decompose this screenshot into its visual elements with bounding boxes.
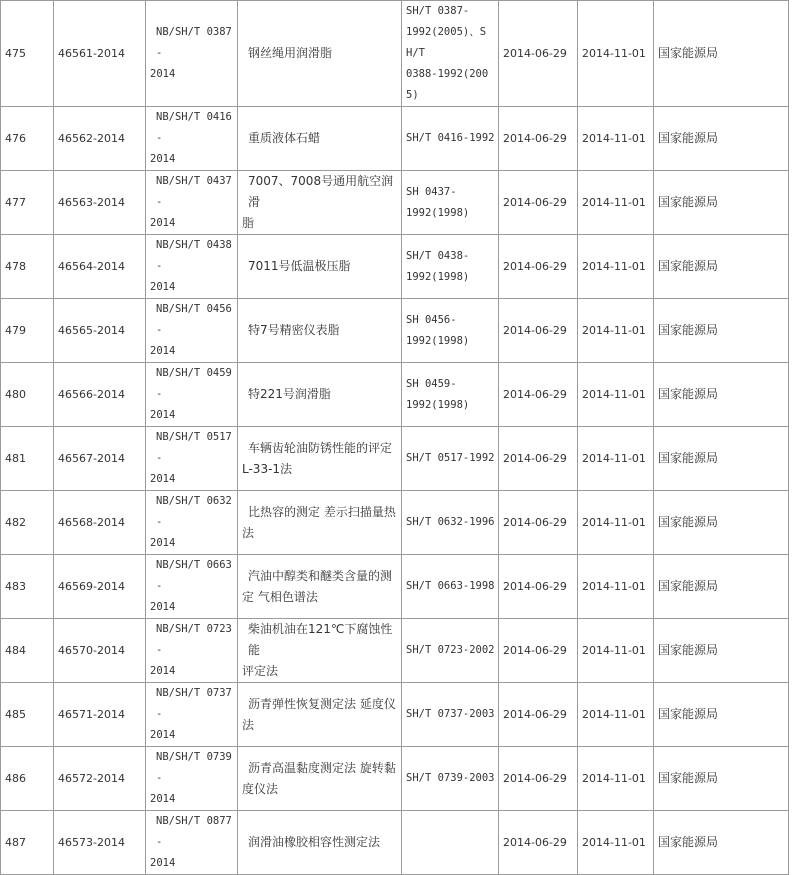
standard-number-line: 2014 [150,665,176,677]
replaced-standard-line: 1992(1998) [406,206,470,219]
issue-date: 2014-06-29 [499,171,578,235]
row-number: 484 [1,619,54,683]
standard-number-line: NB/SH/T 0456- [156,303,232,336]
issue-date: 2014-06-29 [499,555,578,619]
issuing-authority: 国家能源局 [654,747,789,811]
standard-name-line: 重质液体石蜡 [248,131,321,145]
replaced-standard-line: 0388-1992(2005) [406,68,489,101]
row-number: 475 [1,1,54,107]
standard-number-line: NB/SH/T 0877- [156,815,232,848]
record-code: 46564-2014 [54,235,146,299]
standards-table-body [1,1,789,875]
standard-number [146,427,238,491]
standard-number-line: NB/SH/T 0632- [156,495,232,528]
replaced-standard-line: SH/T 0517-1992 [406,452,495,464]
table-row [1,235,789,299]
effective-date: 2014-11-01 [578,1,654,107]
record-code: 46563-2014 [54,171,146,235]
effective-date: 2014-11-01 [578,811,654,875]
issuing-authority: 国家能源局 [654,363,789,427]
table-row [1,811,789,875]
issue-date: 2014-06-29 [499,619,578,683]
issuing-authority: 国家能源局 [654,427,789,491]
standard-name-line: 沥青弹性恢复测定法 延度仪 [248,696,396,711]
row-number: 486 [1,747,54,811]
issuing-authority: 国家能源局 [654,619,789,683]
standard-name-line: 润滑油橡胶相容性测定法 [248,835,381,849]
replaced-standard-line: 1992(1998) [406,270,470,283]
replaced-standard-line: SH/T 0739-2003 [406,772,495,784]
standard-name [238,107,402,171]
row-number: 479 [1,299,54,363]
replaced-standard [402,171,499,235]
standard-number-line: 2014 [150,729,176,741]
table-row [1,107,789,171]
row-number: 476 [1,107,54,171]
replaced-standard-line: SH/T 0438- [406,249,470,262]
row-number: 487 [1,811,54,875]
standard-name [238,747,402,811]
row-number: 480 [1,363,54,427]
standard-name-line: 汽油中醇类和醚类含量的测 [248,568,393,583]
standard-number-line: 2014 [150,153,176,165]
record-code: 46570-2014 [54,619,146,683]
standard-number-line: 2014 [150,601,176,613]
standard-number [146,811,238,875]
standard-number-line: 2014 [150,793,176,805]
issuing-authority: 国家能源局 [654,491,789,555]
replaced-standard [402,683,499,747]
row-number: 482 [1,491,54,555]
standard-number-line: NB/SH/T 0723- [156,623,232,656]
standard-name [238,363,402,427]
table-row [1,363,789,427]
standard-number-line: NB/SH/T 0416- [156,111,232,144]
issue-date: 2014-06-29 [499,427,578,491]
standard-name [238,683,402,747]
row-number: 481 [1,427,54,491]
issue-date: 2014-06-29 [499,811,578,875]
replaced-standard [402,747,499,811]
issuing-authority: 国家能源局 [654,683,789,747]
standard-name-line: 钢丝绳用润滑脂 [248,46,333,60]
record-code: 46567-2014 [54,427,146,491]
standard-number [146,363,238,427]
replaced-standard-line: SH/T 0737-2003 [406,708,495,720]
replaced-standard [402,299,499,363]
replaced-standard [402,427,499,491]
replaced-standard [402,1,499,107]
table-row [1,299,789,363]
record-code: 46569-2014 [54,555,146,619]
issue-date: 2014-06-29 [499,683,578,747]
standard-name-line: 脂 [242,216,255,230]
standard-name [238,491,402,555]
standard-number [146,1,238,107]
standard-number [146,107,238,171]
record-code: 46566-2014 [54,363,146,427]
replaced-standard [402,619,499,683]
standard-number [146,235,238,299]
effective-date: 2014-11-01 [578,619,654,683]
issue-date: 2014-06-29 [499,363,578,427]
replaced-standard-line: 1992(2005)、SH/T [406,26,487,59]
issue-date: 2014-06-29 [499,747,578,811]
replaced-standard [402,555,499,619]
standard-name [238,235,402,299]
replaced-standard-line: 1992(1998) [406,398,470,411]
record-code: 46562-2014 [54,107,146,171]
row-number: 478 [1,235,54,299]
standard-number-line: 2014 [150,857,176,869]
issue-date: 2014-06-29 [499,299,578,363]
standard-name-line: 比热容的测定 差示扫描量热 [248,504,396,519]
standard-number-line: 2014 [150,473,176,485]
issuing-authority: 国家能源局 [654,299,789,363]
standard-name [238,619,402,683]
issuing-authority: 国家能源局 [654,555,789,619]
table-row [1,1,789,107]
issue-date: 2014-06-29 [499,107,578,171]
standard-name-line: 沥青高温黏度测定法 旋转黏 [248,760,396,775]
standard-number [146,171,238,235]
issuing-authority: 国家能源局 [654,235,789,299]
replaced-standard-line: 1992(1998) [406,334,470,347]
table-row [1,747,789,811]
replaced-standard [402,107,499,171]
standard-name-line: 7007、7008号通用航空润滑 [248,174,394,209]
standard-number-line: NB/SH/T 0459- [156,367,232,400]
record-code: 46568-2014 [54,491,146,555]
replaced-standard-line: SH/T 0723-2002 [406,644,495,656]
standard-number-line: NB/SH/T 0387- [156,26,232,59]
standard-name-line: 车辆齿轮油防锈性能的评定 [248,440,393,455]
standard-name [238,555,402,619]
standard-number [146,299,238,363]
replaced-standard-line: SH 0456- [406,313,457,326]
standard-number [146,491,238,555]
standard-name-line: 特7号精密仪表脂 [248,323,340,337]
standard-name-line: L-33-1法 [242,461,293,476]
standard-name [238,427,402,491]
row-number: 485 [1,683,54,747]
effective-date: 2014-11-01 [578,299,654,363]
issuing-authority: 国家能源局 [654,107,789,171]
standard-name-line: 7011号低温极压脂 [248,259,351,273]
standard-name [238,299,402,363]
standard-number-line: 2014 [150,68,176,80]
table-row [1,683,789,747]
standard-number-line: 2014 [150,409,176,421]
issue-date: 2014-06-29 [499,235,578,299]
standard-name [238,811,402,875]
row-number: 483 [1,555,54,619]
standard-number [146,747,238,811]
standard-name [238,171,402,235]
effective-date: 2014-11-01 [578,107,654,171]
replaced-standard-line: SH 0459- [406,377,457,390]
issue-date: 2014-06-29 [499,491,578,555]
standard-number-line: NB/SH/T 0437- [156,175,232,208]
issuing-authority: 国家能源局 [654,171,789,235]
standard-name-line: 柴油机油在121℃下腐蚀性能 [248,622,393,657]
replaced-standard-line: SH 0437- [406,185,457,198]
table-row [1,171,789,235]
replaced-standard [402,491,499,555]
issuing-authority: 国家能源局 [654,1,789,107]
effective-date: 2014-11-01 [578,747,654,811]
standard-number-line: 2014 [150,537,176,549]
standard-name [238,1,402,107]
effective-date: 2014-11-01 [578,555,654,619]
effective-date: 2014-11-01 [578,427,654,491]
replaced-standard [402,811,499,875]
replaced-standard-line: SH/T 0663-1998 [406,580,495,592]
standard-number-line: NB/SH/T 0737- [156,687,232,720]
table-row [1,619,789,683]
issuing-authority: 国家能源局 [654,811,789,875]
standard-number [146,619,238,683]
record-code: 46571-2014 [54,683,146,747]
effective-date: 2014-11-01 [578,171,654,235]
standard-number-line: NB/SH/T 0517- [156,431,232,464]
standard-number-line: NB/SH/T 0739- [156,751,232,784]
standard-number-line: NB/SH/T 0438- [156,239,232,272]
table-row [1,555,789,619]
standard-name-line: 度仪法 [242,781,279,796]
standard-name-line: 评定法 [242,664,279,678]
standard-name-line: 特221号润滑脂 [248,387,331,401]
row-number: 477 [1,171,54,235]
record-code: 46573-2014 [54,811,146,875]
effective-date: 2014-11-01 [578,491,654,555]
standard-number-line: 2014 [150,345,176,357]
table-row [1,427,789,491]
replaced-standard [402,363,499,427]
issue-date: 2014-06-29 [499,1,578,107]
replaced-standard-line: SH/T 0632-1996 [406,516,495,528]
effective-date: 2014-11-01 [578,235,654,299]
replaced-standard-line: SH/T 0416-1992 [406,132,495,144]
standard-number [146,683,238,747]
effective-date: 2014-11-01 [578,683,654,747]
record-code: 46561-2014 [54,1,146,107]
record-code: 46565-2014 [54,299,146,363]
standard-name-line: 法 [242,525,255,540]
replaced-standard [402,235,499,299]
replaced-standard-line: SH/T 0387- [406,5,470,17]
standard-number [146,555,238,619]
standard-number-line: 2014 [150,281,176,293]
table-row [1,491,789,555]
standard-name-line: 定 气相色谱法 [242,589,318,604]
standard-number-line: 2014 [150,217,176,229]
standard-name-line: 法 [242,717,255,732]
effective-date: 2014-11-01 [578,363,654,427]
record-code: 46572-2014 [54,747,146,811]
standard-number-line: NB/SH/T 0663- [156,559,232,592]
